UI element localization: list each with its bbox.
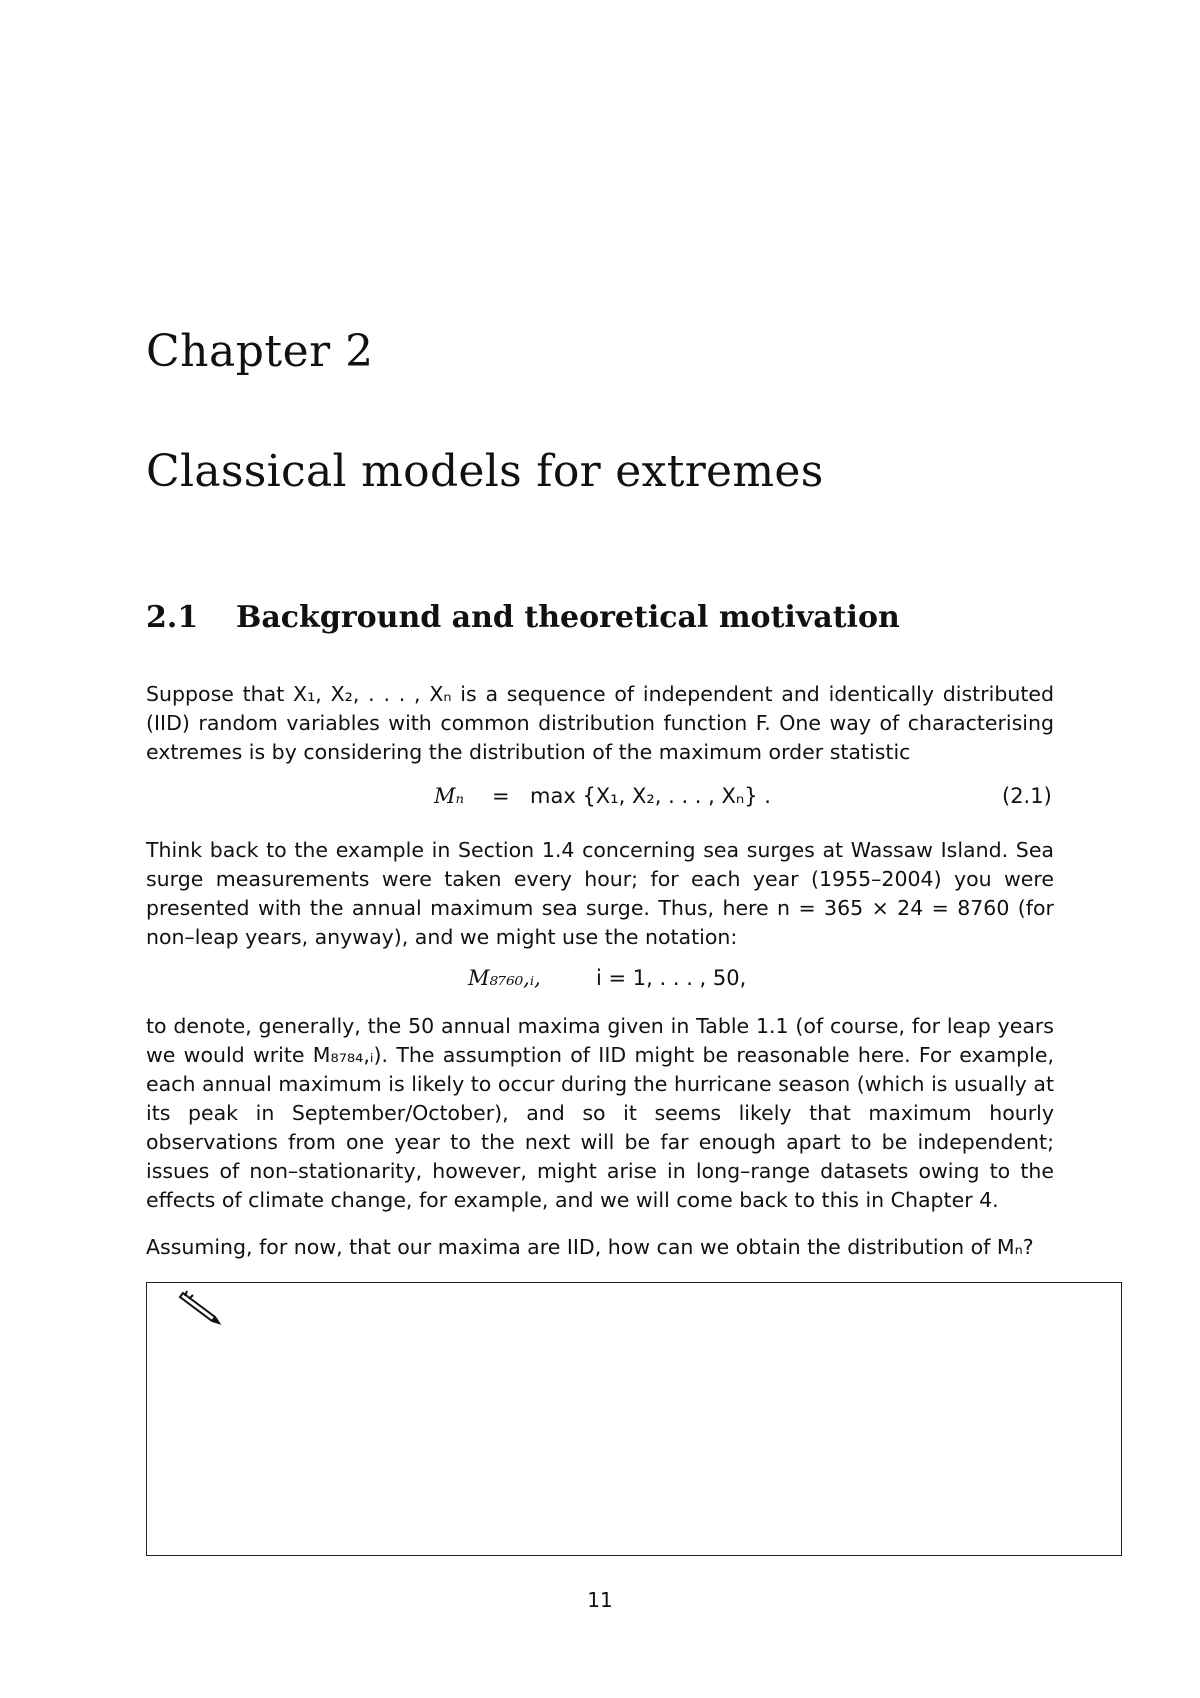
paragraph-intro: Suppose that X₁, X₂, . . . , Xₙ is a sequence of independent and identically distributed (IID) random variables with common distribution function F. One way of characterising extremes is by considering the distribution of the maximum order statistic — [146, 682, 1054, 764]
page-number: 11 — [587, 1588, 613, 1612]
equation-notation — [0, 966, 1200, 996]
paragraph-iid-assumption: to denote, generally, the 50 annual maxima given in Table 1.1 (of course, for leap years we would write M₈₇₈₄,ᵢ). The assumption of IID might be reasonable here. For example, each annual maximum is likely to occur during the hurricane season (which is usually at its peak in September/October), and so it seems likely that maximum hourly observations from one year to the next will be far enough apart to be independent; issues of non–stationarity, however, might arise in long–range datasets owing to the effects of climate change, for example, and we will come back to this in Chapter 4. — [146, 1014, 1054, 1212]
equation-lhs: Mₙ — [434, 784, 465, 808]
section-heading — [146, 600, 900, 635]
equation-number: (2.1) — [1002, 784, 1052, 808]
notation-lhs: M₈₇₆₀,ᵢ, — [468, 966, 541, 990]
pencil-icon — [175, 1287, 223, 1327]
paragraph-sea-surge: Think back to the example in Section 1.4 concerning sea surges at Wassaw Island. Sea surge measurements were taken every hour; for each year (1955–2004) you were presented with the annual maximum sea surge. Thus, here n = 365 × 24 = 8760 (for non–leap years, anyway), and we might use the notation: — [146, 838, 1054, 949]
paragraph-question: Assuming, for now, that our maxima are IID, how can we obtain the distribution of Mₙ? — [146, 1235, 1034, 1259]
notation-rhs: i = 1, . . . , 50, — [596, 966, 747, 990]
chapter-label: Chapter 2 — [146, 326, 374, 377]
answer-box[interactable] — [146, 1282, 1122, 1556]
section-title: Background and theoretical motivation — [236, 600, 900, 635]
equation-sign: = — [492, 784, 510, 808]
section-number: 2.1 — [146, 600, 199, 635]
equation-rhs: max {X₁, X₂, . . . , Xₙ} . — [530, 784, 771, 808]
chapter-title: Classical models for extremes — [146, 446, 824, 497]
equation-2-1 — [0, 784, 1200, 814]
